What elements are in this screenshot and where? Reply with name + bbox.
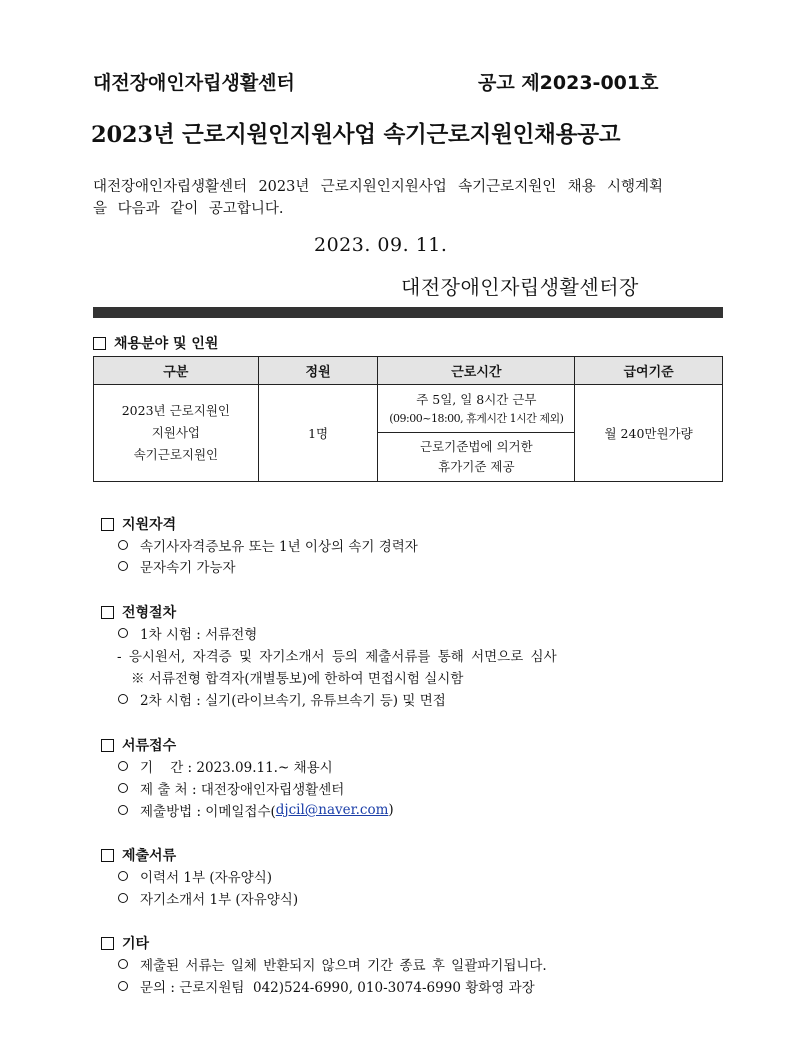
checkbox-square-icon	[101, 937, 114, 950]
process-detail: - 응시원서, 자격증 및 자기소개서 등의 제출서류를 통해 서면으로 심사	[117, 649, 557, 665]
circle-bullet-icon	[118, 959, 128, 969]
intro-paragraph: 대전장애인자립생활센터 2023년 근로지원인지원사업 속기근로지원인 채용 시행계획을 다음과 같이 공고합니다.	[93, 179, 663, 217]
list-item	[118, 535, 418, 555]
list-item-text: 제 출 처 : 대전장애인자립생활센터	[140, 782, 345, 798]
table-header-cell: 근로시간	[378, 357, 575, 385]
list-item	[118, 778, 344, 798]
list-item	[118, 800, 394, 820]
hours-detail: (09:00~18:00, 휴게시간 1시간 제외)	[389, 411, 564, 425]
checkbox-square-icon	[101, 739, 114, 752]
document-title: 2023년 근로지원인지원사업 속기근로지원인채용공고	[91, 122, 621, 148]
list-item-text: )	[388, 802, 394, 818]
list-item-text: 기 간 : 2023.09.11.~ 채용시	[140, 760, 333, 776]
checkbox-square-icon	[101, 606, 114, 619]
list-item	[118, 623, 257, 643]
section-heading-text: 전형절차	[122, 605, 177, 621]
circle-bullet-icon	[118, 628, 128, 638]
circle-bullet-icon	[118, 981, 128, 991]
list-item-text: 자기소개서 1부 (자유양식)	[140, 892, 299, 908]
salary-cell: 월 240만원가량	[575, 385, 723, 482]
section-heading-text: 제출서류	[122, 848, 177, 864]
circle-bullet-icon	[118, 540, 128, 550]
hours-main: 주 5일, 일 8시간 근무	[416, 391, 537, 407]
notice-date: 2023. 09. 11.	[314, 234, 448, 256]
checkbox-square-icon	[93, 337, 106, 350]
list-item-text: 문의 : 근로지원팀 042)524-6990, 010-3074-6990 황화영 과장	[140, 980, 535, 996]
section-heading-application	[101, 735, 176, 755]
category-cell	[94, 385, 259, 482]
email-link[interactable]: djcil@naver.com	[275, 802, 389, 818]
organization-name: 대전장애인자립생활센터	[93, 72, 295, 94]
notice-number: 공고 제2023-001호	[478, 72, 659, 94]
circle-bullet-icon	[118, 761, 128, 771]
section-heading-text: 기타	[122, 936, 150, 952]
signer: 대전장애인자립생활센터장	[401, 275, 639, 299]
process-note: ※ 서류전형 합격자(개별통보)에 한하여 면접시험 실시함	[131, 671, 464, 687]
list-item-text: 문자속기 가능자	[140, 560, 236, 576]
list-item	[118, 689, 446, 709]
section-heading-documents	[101, 845, 176, 865]
table-header-cell: 급여기준	[575, 357, 723, 385]
divider-bar	[93, 307, 723, 318]
list-item-text: 이력서 1부 (자유양식)	[140, 870, 273, 886]
table-row	[94, 385, 723, 433]
checkbox-square-icon	[101, 518, 114, 531]
section-heading-text: 지원자격	[122, 517, 177, 533]
leave-line: 근로기준법에 의거한	[420, 439, 533, 454]
category-line: 2023년 근로지원인	[121, 403, 230, 418]
list-item-text: 제출된 서류는 일체 반환되지 않으며 기간 종료 후 일괄파기됩니다.	[140, 958, 547, 974]
table-header-row	[94, 357, 723, 385]
checkbox-square-icon	[101, 849, 114, 862]
leave-line: 휴가기준 제공	[438, 459, 515, 474]
list-item	[118, 888, 298, 908]
list-item	[118, 866, 272, 886]
list-item	[118, 954, 547, 974]
circle-bullet-icon	[118, 694, 128, 704]
table-header-cell: 구분	[94, 357, 259, 385]
table-header-cell: 정원	[258, 357, 378, 385]
list-item-text: 속기사자격증보유 또는 1년 이상의 속기 경력자	[140, 539, 418, 555]
section-heading-eligibility	[101, 514, 176, 534]
recruitment-table	[93, 356, 723, 482]
circle-bullet-icon	[118, 783, 128, 793]
section-heading-text: 서류접수	[122, 738, 177, 754]
category-line: 지원사업	[151, 425, 201, 440]
section-heading-recruit	[93, 333, 218, 353]
list-item-text: 제출방법 : 이메일접수(	[140, 804, 276, 820]
hours-cell	[378, 385, 575, 433]
list-item	[118, 756, 333, 776]
category-line: 속기근로지원인	[133, 447, 219, 462]
section-heading-process	[101, 602, 176, 622]
circle-bullet-icon	[118, 871, 128, 881]
leave-cell	[378, 433, 575, 482]
list-item-text: 1차 시험 : 서류전형	[140, 627, 258, 643]
section-heading-text: 채용분야 및 인원	[114, 336, 219, 352]
list-item	[118, 556, 236, 576]
circle-bullet-icon	[118, 805, 128, 815]
section-heading-etc	[101, 933, 149, 953]
list-item-text: 2차 시험 : 실기(라이브속기, 유튜브속기 등) 및 면접	[140, 693, 446, 709]
circle-bullet-icon	[118, 893, 128, 903]
circle-bullet-icon	[118, 561, 128, 571]
list-item	[118, 976, 535, 996]
quota-cell: 1명	[258, 385, 378, 482]
